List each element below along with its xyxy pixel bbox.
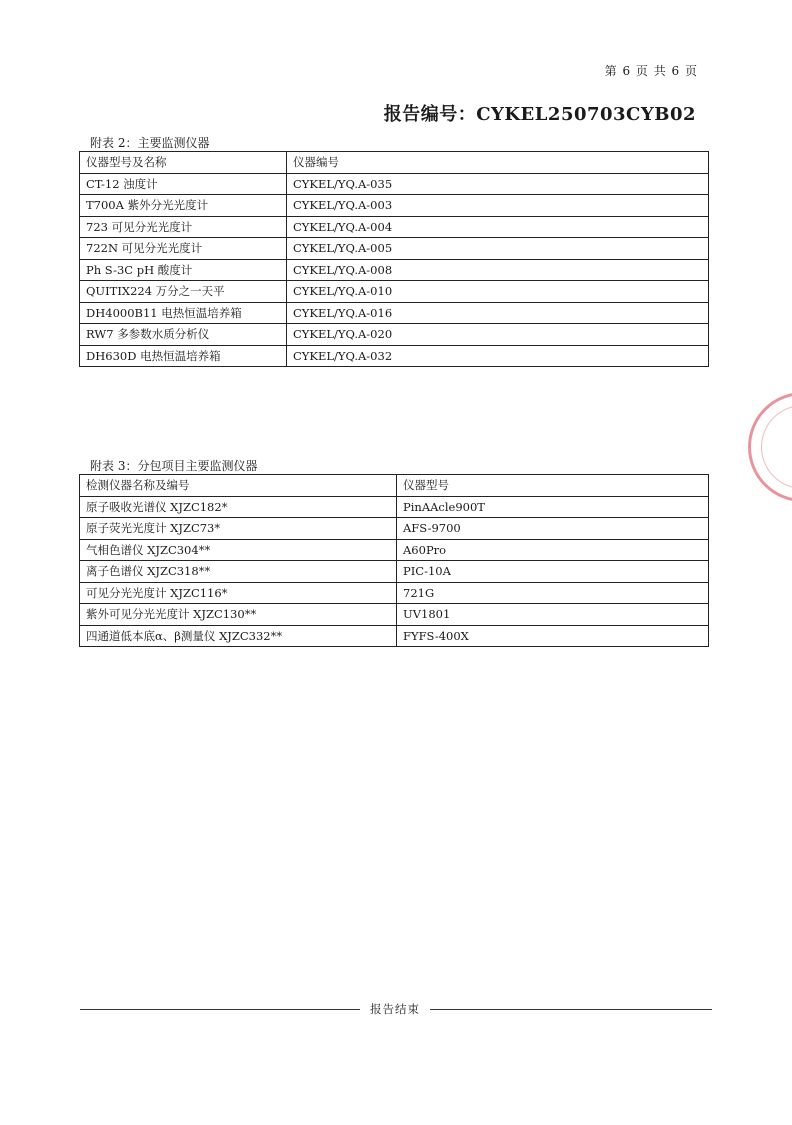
subcontract-instrument-table bbox=[79, 474, 709, 647]
table-cell: 原子吸收光谱仪 XJZC182* bbox=[80, 496, 397, 518]
report-number: 报告编号：CYKEL250703CYB02 bbox=[383, 104, 696, 125]
table-cell: QUITIX224 万分之一天平 bbox=[80, 281, 287, 303]
table-cell: 722N 可见分光光度计 bbox=[80, 238, 287, 260]
table-cell: RW7 多参数水质分析仪 bbox=[80, 324, 287, 346]
table-cell: AFS-9700 bbox=[397, 518, 709, 540]
table-row bbox=[80, 518, 709, 540]
table-cell: Ph S-3C pH 酸度计 bbox=[80, 259, 287, 281]
table-row bbox=[80, 173, 709, 195]
seal-inner-ring bbox=[761, 405, 792, 489]
table-header-row bbox=[80, 475, 709, 497]
column-header: 仪器型号 bbox=[397, 475, 709, 497]
table1-title: 附表 2：主要监测仪器 bbox=[90, 136, 210, 150]
column-header: 检测仪器名称及编号 bbox=[80, 475, 397, 497]
table-cell: 原子荧光光度计 XJZC73* bbox=[80, 518, 397, 540]
table-row bbox=[80, 302, 709, 324]
table-row bbox=[80, 216, 709, 238]
table-cell: CT-12 浊度计 bbox=[80, 173, 287, 195]
table-cell: CYKEL/YQ.A-032 bbox=[287, 345, 709, 367]
table-row bbox=[80, 496, 709, 518]
table-cell: PinAAcle900T bbox=[397, 496, 709, 518]
table-cell: T700A 紫外分光光度计 bbox=[80, 195, 287, 217]
table-cell: 723 可见分光光度计 bbox=[80, 216, 287, 238]
report-end-label: 报告结束 bbox=[360, 1001, 430, 1017]
table-cell: 721G bbox=[397, 582, 709, 604]
table-cell: 气相色谱仪 XJZC304** bbox=[80, 539, 397, 561]
table-cell: PIC-10A bbox=[397, 561, 709, 583]
table-cell: DH630D 电热恒温培养箱 bbox=[80, 345, 287, 367]
table-cell: 可见分光光度计 XJZC116* bbox=[80, 582, 397, 604]
table-row bbox=[80, 195, 709, 217]
table-header-row bbox=[80, 152, 709, 174]
table-cell: CYKEL/YQ.A-020 bbox=[287, 324, 709, 346]
table-cell: CYKEL/YQ.A-016 bbox=[287, 302, 709, 324]
table-row bbox=[80, 561, 709, 583]
table-row bbox=[80, 539, 709, 561]
table-cell: 离子色谱仪 XJZC318** bbox=[80, 561, 397, 583]
seal-stamp bbox=[748, 392, 792, 502]
table-row bbox=[80, 625, 709, 647]
table-cell: UV1801 bbox=[397, 604, 709, 626]
table-cell: FYFS-400X bbox=[397, 625, 709, 647]
table-row bbox=[80, 281, 709, 303]
table-row bbox=[80, 259, 709, 281]
table-cell: CYKEL/YQ.A-004 bbox=[287, 216, 709, 238]
table-row bbox=[80, 238, 709, 260]
table-cell: A60Pro bbox=[397, 539, 709, 561]
column-header: 仪器型号及名称 bbox=[80, 152, 287, 174]
table-row bbox=[80, 604, 709, 626]
table-cell: CYKEL/YQ.A-010 bbox=[287, 281, 709, 303]
table-cell: CYKEL/YQ.A-003 bbox=[287, 195, 709, 217]
table-row bbox=[80, 345, 709, 367]
table-cell: 紫外可见分光光度计 XJZC130** bbox=[80, 604, 397, 626]
table-row bbox=[80, 582, 709, 604]
table-cell: CYKEL/YQ.A-035 bbox=[287, 173, 709, 195]
table-cell: CYKEL/YQ.A-008 bbox=[287, 259, 709, 281]
table2-title: 附表 3：分包项目主要监测仪器 bbox=[90, 459, 258, 473]
instrument-table bbox=[79, 151, 709, 367]
table-cell: CYKEL/YQ.A-005 bbox=[287, 238, 709, 260]
table-cell: DH4000B11 电热恒温培养箱 bbox=[80, 302, 287, 324]
table-row bbox=[80, 324, 709, 346]
column-header: 仪器编号 bbox=[287, 152, 709, 174]
table-cell: 四通道低本底α、β测量仪 XJZC332** bbox=[80, 625, 397, 647]
page-number: 第 6 页 共 6 页 bbox=[604, 64, 698, 78]
